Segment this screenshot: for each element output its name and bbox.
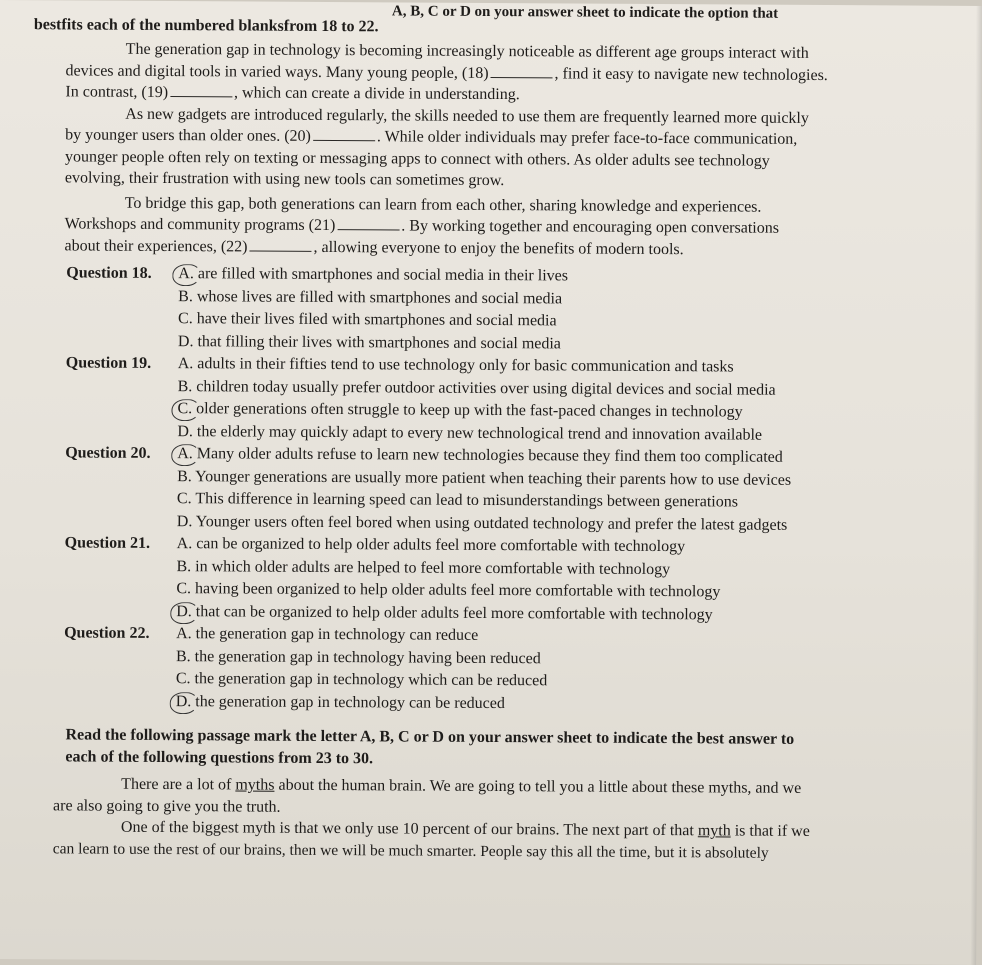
option-a[interactable]: A. the generation gap in technology can reduce — [176, 625, 479, 644]
blank-18[interactable] — [491, 62, 553, 77]
option-b[interactable]: B. children today usually prefer outdoor activities over using digital devices and social media — [177, 377, 776, 399]
question-label: Question 19. — [65, 354, 152, 372]
option-d[interactable]: D. the elderly may quickly adapt to every new technological trend and innovation available — [177, 422, 763, 444]
question-label: Question 20. — [65, 444, 151, 462]
page-edge-shadow — [970, 6, 982, 965]
text: . While older individuals may prefer face-to-face communication, — [376, 128, 798, 148]
passage-line: To bridge this gap, both generations can learn from each other, sharing knowledge and experiences. — [124, 194, 762, 216]
option-d[interactable]: D. that filling their lives with smartphones and social media — [177, 332, 561, 352]
text: , allowing everyone to enjoy the benefits of modern tools. — [313, 238, 684, 258]
text: There are a lot of — [121, 775, 232, 794]
text: devices and digital tools in varied ways. Many young people, (18) — [65, 61, 489, 82]
text: , which can create a divide in understanding. — [234, 84, 520, 104]
option-b[interactable]: B. in which older adults are helped to feel more comfortable with technology — [176, 557, 671, 578]
passage-line: evolving, their frustration with using new tools can sometimes grow. — [64, 169, 505, 190]
text: Workshops and community programs (21) — [64, 215, 336, 235]
section-2 — [52, 724, 954, 864]
instruction-line-2: bestfits each of the numbered blanksfrom 18 to 22. — [33, 16, 379, 36]
text: about the human brain. We are going to tell you a little about these myths, and we — [278, 776, 802, 797]
text: is that if we — [734, 822, 810, 840]
option-c[interactable]: C. the generation gap in technology which can be reduced — [175, 670, 548, 690]
option-c[interactable]: C. have their lives filed with smartphones and social media — [178, 310, 557, 330]
text: by younger users than older ones. (20) — [65, 126, 311, 145]
underlined-word-myth: myth — [697, 822, 731, 840]
passage-line: can learn to use the rest of our brains, then we will be much smarter. People say this all the time, but it is absolutely — [52, 839, 769, 862]
underlined-word-myths: myths — [235, 776, 275, 794]
option-d[interactable]: D. that can be organized to help older adults feel more comfortable with technology — [176, 601, 713, 627]
blank-20[interactable] — [313, 126, 375, 141]
question-label: Question 18. — [66, 264, 152, 282]
option-a[interactable]: A. Many older adults refuse to learn new technologies because they find them too complicated — [177, 443, 783, 469]
passage-line: As new gadgets are introduced regularly, the skills needed to use them are frequently learned more quickly — [125, 105, 809, 127]
question-22-d — [58, 690, 954, 718]
passage-line: are also going to give you the truth. — [53, 796, 281, 816]
option-c[interactable]: C. older generations often struggle to keep up with the fast-paced changes in technology — [177, 398, 742, 424]
section-2-instruction: Read the following passage mark the letter A, B, C or D on your answer sheet to indicate the best answer to — [65, 726, 795, 748]
text: In contrast, (19) — [65, 83, 169, 102]
text: , find it easy to navigate new technologies. — [554, 64, 828, 84]
option-a[interactable]: A. are filled with smartphones and social media in their lives — [178, 263, 568, 288]
option-b[interactable]: B. the generation gap in technology having been reduced — [175, 647, 541, 667]
instruction-line-1: A, B, C or D on your answer sheet to indicate the option that — [391, 3, 779, 22]
text: One of the biggest myth is that we only use 10 percent of our brains. The next part of that — [120, 818, 694, 840]
question-label: Question 22. — [64, 624, 150, 642]
option-b[interactable]: B. Younger generations are usually more patient when teaching their parents how to use devices — [177, 467, 792, 489]
blank-19[interactable] — [170, 82, 232, 97]
text: about their experiences, (22) — [64, 236, 248, 256]
passage-line: younger people often rely on texting or messaging apps to connect with others. As older adults see technology — [64, 147, 770, 170]
passage-line: The generation gap in technology is becoming increasingly noticeable as different age groups interact with — [125, 40, 809, 62]
blank-22[interactable] — [250, 236, 312, 251]
instruction-header — [392, 4, 958, 21]
passage-1 — [60, 38, 957, 261]
text: . By working together and encouraging open conversations — [401, 217, 780, 237]
option-c[interactable]: C. This difference in learning speed can lead to misunderstandings between generations — [176, 490, 739, 511]
option-d[interactable]: D. Younger users often feel bored when using outdated technology and prefer the latest gadgets — [176, 512, 788, 534]
option-a[interactable]: A. can be organized to help older adults feel more comfortable with technology — [176, 535, 686, 556]
blank-21[interactable] — [337, 215, 399, 230]
option-d[interactable]: D. the generation gap in technology can be reduced — [176, 691, 505, 716]
questions — [58, 262, 957, 717]
passage-line — [64, 235, 956, 262]
option-c[interactable]: C. having been organized to help older adults feel more comfortable with technology — [176, 580, 721, 601]
question-label: Question 21. — [64, 534, 151, 552]
option-a[interactable]: A. adults in their fifties tend to use technology only for basic communication and tasks — [177, 355, 734, 376]
section-2-instruction: each of the following questions from 23 to 30. — [65, 747, 374, 767]
option-b[interactable]: B. whose lives are filled with smartphones and social media — [178, 287, 563, 307]
